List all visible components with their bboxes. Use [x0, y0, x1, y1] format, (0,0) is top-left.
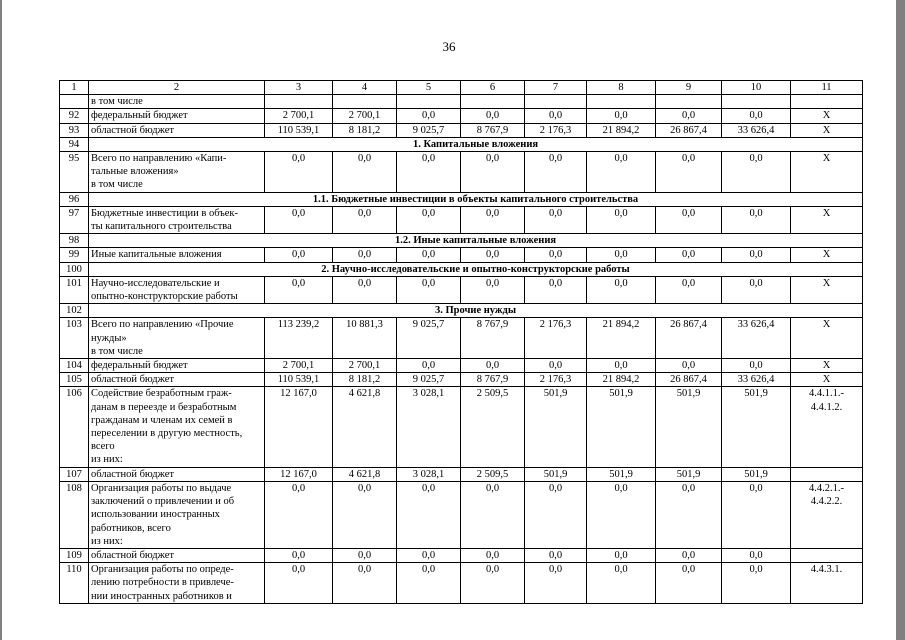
value-cell: [525, 95, 587, 109]
value-cell: 0,0: [333, 206, 397, 233]
value-cell: 26 867,4: [656, 318, 722, 359]
value-cell: 0,0: [722, 481, 791, 548]
column-header: 10: [722, 81, 791, 95]
value-cell: 0,0: [587, 563, 656, 604]
value-cell: 0,0: [656, 481, 722, 548]
table-row: [60, 123, 863, 137]
column-header: 2: [89, 81, 265, 95]
value-cell: 33 626,4: [722, 318, 791, 359]
reference-cell: [791, 548, 863, 562]
value-cell: 2 509,5: [461, 467, 525, 481]
table-row: [60, 359, 863, 373]
column-header: 6: [461, 81, 525, 95]
value-cell: 0,0: [722, 248, 791, 262]
value-cell: 8 767,9: [461, 123, 525, 137]
row-number: 108: [60, 481, 89, 548]
value-cell: 0,0: [587, 248, 656, 262]
value-cell: 0,0: [461, 152, 525, 193]
reference-cell: X: [791, 109, 863, 123]
value-cell: 12 167,0: [265, 467, 333, 481]
row-number: 103: [60, 318, 89, 359]
value-cell: 0,0: [722, 206, 791, 233]
value-cell: 0,0: [397, 548, 461, 562]
value-cell: 0,0: [265, 563, 333, 604]
table-row: [60, 373, 863, 387]
value-cell: 2 700,1: [265, 359, 333, 373]
value-cell: 0,0: [722, 548, 791, 562]
reference-cell: X: [791, 123, 863, 137]
value-cell: 0,0: [656, 109, 722, 123]
value-cell: 0,0: [461, 359, 525, 373]
value-cell: 0,0: [461, 109, 525, 123]
reference-cell: X: [791, 152, 863, 193]
value-cell: 0,0: [265, 481, 333, 548]
value-cell: 0,0: [397, 276, 461, 303]
column-header: 7: [525, 81, 587, 95]
reference-cell: [791, 95, 863, 109]
value-cell: 0,0: [461, 276, 525, 303]
value-cell: 0,0: [397, 481, 461, 548]
value-cell: 0,0: [397, 109, 461, 123]
table-row: [60, 318, 863, 359]
value-cell: 4 621,8: [333, 467, 397, 481]
value-cell: [656, 95, 722, 109]
value-cell: 26 867,4: [656, 373, 722, 387]
value-cell: 0,0: [397, 563, 461, 604]
row-number: 102: [60, 304, 89, 318]
row-number: 100: [60, 262, 89, 276]
value-cell: 0,0: [722, 563, 791, 604]
value-cell: 0,0: [525, 563, 587, 604]
value-cell: 110 539,1: [265, 123, 333, 137]
value-cell: 3 028,1: [397, 467, 461, 481]
value-cell: [397, 95, 461, 109]
budget-table: [59, 80, 863, 604]
section-row: [60, 192, 863, 206]
value-cell: 0,0: [333, 481, 397, 548]
value-cell: 8 767,9: [461, 373, 525, 387]
value-cell: 0,0: [397, 359, 461, 373]
reference-cell: X: [791, 359, 863, 373]
section-title: 1.2. Иные капитальные вложения: [89, 234, 863, 248]
value-cell: 0,0: [656, 248, 722, 262]
column-header: 8: [587, 81, 656, 95]
value-cell: 2 176,3: [525, 373, 587, 387]
row-number: 106: [60, 387, 89, 467]
value-cell: 0,0: [722, 152, 791, 193]
section-row: [60, 234, 863, 248]
table-row: [60, 95, 863, 109]
value-cell: 21 894,2: [587, 123, 656, 137]
value-cell: 501,9: [656, 467, 722, 481]
row-name: Содействие безработным граж- данам в переезде и безработным гражданам и членам их семей в переселении в другую местность, всего из них:: [89, 387, 265, 467]
value-cell: 2 509,5: [461, 387, 525, 467]
table-row: [60, 206, 863, 233]
table-row: [60, 109, 863, 123]
value-cell: 501,9: [722, 467, 791, 481]
value-cell: [333, 95, 397, 109]
value-cell: 501,9: [722, 387, 791, 467]
row-name: Всего по направлению «Прочие нужды» в том числе: [89, 318, 265, 359]
row-number: 105: [60, 373, 89, 387]
value-cell: 0,0: [722, 276, 791, 303]
reference-cell: X: [791, 248, 863, 262]
row-number: 98: [60, 234, 89, 248]
row-number: 110: [60, 563, 89, 604]
reference-cell: [791, 467, 863, 481]
value-cell: 0,0: [656, 206, 722, 233]
table-row: [60, 548, 863, 562]
value-cell: 9 025,7: [397, 123, 461, 137]
table-row: [60, 467, 863, 481]
column-header: 1: [60, 81, 89, 95]
row-number: 96: [60, 192, 89, 206]
value-cell: 2 700,1: [333, 359, 397, 373]
value-cell: 0,0: [461, 481, 525, 548]
row-name: областной бюджет: [89, 548, 265, 562]
value-cell: 113 239,2: [265, 318, 333, 359]
value-cell: 0,0: [461, 248, 525, 262]
value-cell: 0,0: [587, 481, 656, 548]
row-name: федеральный бюджет: [89, 109, 265, 123]
value-cell: 0,0: [525, 248, 587, 262]
header-row: [60, 81, 863, 95]
section-row: [60, 304, 863, 318]
value-cell: 0,0: [333, 276, 397, 303]
row-number: 92: [60, 109, 89, 123]
value-cell: 21 894,2: [587, 373, 656, 387]
table-row: [60, 152, 863, 193]
value-cell: 0,0: [587, 206, 656, 233]
value-cell: 0,0: [333, 152, 397, 193]
value-cell: 0,0: [265, 548, 333, 562]
table-row: [60, 563, 863, 604]
value-cell: 0,0: [587, 359, 656, 373]
row-number: 93: [60, 123, 89, 137]
value-cell: 8 767,9: [461, 318, 525, 359]
value-cell: 0,0: [265, 248, 333, 262]
value-cell: 0,0: [265, 152, 333, 193]
value-cell: 0,0: [525, 548, 587, 562]
column-header: 11: [791, 81, 863, 95]
row-number: 95: [60, 152, 89, 193]
value-cell: 0,0: [656, 563, 722, 604]
page-number: 36: [442, 39, 456, 54]
reference-cell: 4.4.1.1.- 4.4.1.2.: [791, 387, 863, 467]
value-cell: 501,9: [656, 387, 722, 467]
value-cell: 2 176,3: [525, 123, 587, 137]
value-cell: [265, 95, 333, 109]
row-name: Иные капитальные вложения: [89, 248, 265, 262]
row-name: в том числе: [89, 95, 265, 109]
document-page: [2, 0, 896, 640]
section-row: [60, 262, 863, 276]
reference-cell: 4.4.3.1.: [791, 563, 863, 604]
row-name: Научно-исследовательские и опытно-конструкторские работы: [89, 276, 265, 303]
value-cell: 0,0: [333, 548, 397, 562]
value-cell: 0,0: [461, 563, 525, 604]
value-cell: 0,0: [587, 152, 656, 193]
value-cell: 0,0: [587, 276, 656, 303]
value-cell: [587, 95, 656, 109]
section-title: 1.1. Бюджетные инвестиции в объекты капитального строительства: [89, 192, 863, 206]
value-cell: 0,0: [333, 563, 397, 604]
value-cell: 0,0: [265, 276, 333, 303]
value-cell: 0,0: [656, 152, 722, 193]
value-cell: 501,9: [525, 387, 587, 467]
table-row: [60, 387, 863, 467]
row-number: 94: [60, 137, 89, 151]
value-cell: 0,0: [587, 548, 656, 562]
column-header: 5: [397, 81, 461, 95]
reference-cell: X: [791, 276, 863, 303]
reference-cell: 4.4.2.1.- 4.4.2.2.: [791, 481, 863, 548]
value-cell: 9 025,7: [397, 318, 461, 359]
row-number: 97: [60, 206, 89, 233]
section-title: 3. Прочие нужды: [89, 304, 863, 318]
reference-cell: X: [791, 373, 863, 387]
column-header: 9: [656, 81, 722, 95]
reference-cell: X: [791, 318, 863, 359]
value-cell: 8 181,2: [333, 123, 397, 137]
value-cell: 0,0: [525, 359, 587, 373]
table-row: [60, 481, 863, 548]
row-name: Бюджетные инвестиции в объек- ты капитального строительства: [89, 206, 265, 233]
value-cell: [461, 95, 525, 109]
value-cell: 0,0: [656, 359, 722, 373]
value-cell: 501,9: [525, 467, 587, 481]
row-name: областной бюджет: [89, 123, 265, 137]
value-cell: 2 176,3: [525, 318, 587, 359]
value-cell: 8 181,2: [333, 373, 397, 387]
value-cell: 33 626,4: [722, 123, 791, 137]
column-header: 4: [333, 81, 397, 95]
reference-cell: X: [791, 206, 863, 233]
value-cell: 0,0: [525, 206, 587, 233]
value-cell: 4 621,8: [333, 387, 397, 467]
value-cell: 501,9: [587, 467, 656, 481]
value-cell: 0,0: [525, 481, 587, 548]
value-cell: 110 539,1: [265, 373, 333, 387]
row-name: областной бюджет: [89, 373, 265, 387]
column-header: 3: [265, 81, 333, 95]
table-row: [60, 248, 863, 262]
row-name: федеральный бюджет: [89, 359, 265, 373]
value-cell: 0,0: [525, 276, 587, 303]
value-cell: 0,0: [525, 152, 587, 193]
value-cell: 501,9: [587, 387, 656, 467]
value-cell: [722, 95, 791, 109]
value-cell: 0,0: [656, 276, 722, 303]
value-cell: 0,0: [656, 548, 722, 562]
value-cell: 0,0: [461, 548, 525, 562]
value-cell: 0,0: [397, 206, 461, 233]
value-cell: 0,0: [461, 206, 525, 233]
value-cell: 3 028,1: [397, 387, 461, 467]
row-number: 99: [60, 248, 89, 262]
section-row: [60, 137, 863, 151]
value-cell: 9 025,7: [397, 373, 461, 387]
value-cell: 0,0: [265, 206, 333, 233]
value-cell: 0,0: [397, 248, 461, 262]
row-name: Организация работы по выдаче заключений о привлечении и об использовании иностранных работников, всего из них:: [89, 481, 265, 548]
section-title: 2. Научно-исследовательские и опытно-конструкторские работы: [89, 262, 863, 276]
row-number: 101: [60, 276, 89, 303]
row-number: [60, 95, 89, 109]
value-cell: 0,0: [397, 152, 461, 193]
row-number: 109: [60, 548, 89, 562]
value-cell: 0,0: [333, 248, 397, 262]
value-cell: 10 881,3: [333, 318, 397, 359]
value-cell: 0,0: [722, 109, 791, 123]
value-cell: 33 626,4: [722, 373, 791, 387]
value-cell: 0,0: [722, 359, 791, 373]
row-name: Всего по направлению «Капи- тальные вложения» в том числе: [89, 152, 265, 193]
table-row: [60, 276, 863, 303]
value-cell: 12 167,0: [265, 387, 333, 467]
value-cell: 0,0: [525, 109, 587, 123]
row-name: областной бюджет: [89, 467, 265, 481]
value-cell: 21 894,2: [587, 318, 656, 359]
value-cell: 2 700,1: [333, 109, 397, 123]
row-number: 107: [60, 467, 89, 481]
value-cell: 0,0: [587, 109, 656, 123]
section-title: 1. Капитальные вложения: [89, 137, 863, 151]
value-cell: 26 867,4: [656, 123, 722, 137]
row-name: Организация работы по опреде- лению потребности в привлече- нии иностранных работников и: [89, 563, 265, 604]
value-cell: 2 700,1: [265, 109, 333, 123]
row-number: 104: [60, 359, 89, 373]
